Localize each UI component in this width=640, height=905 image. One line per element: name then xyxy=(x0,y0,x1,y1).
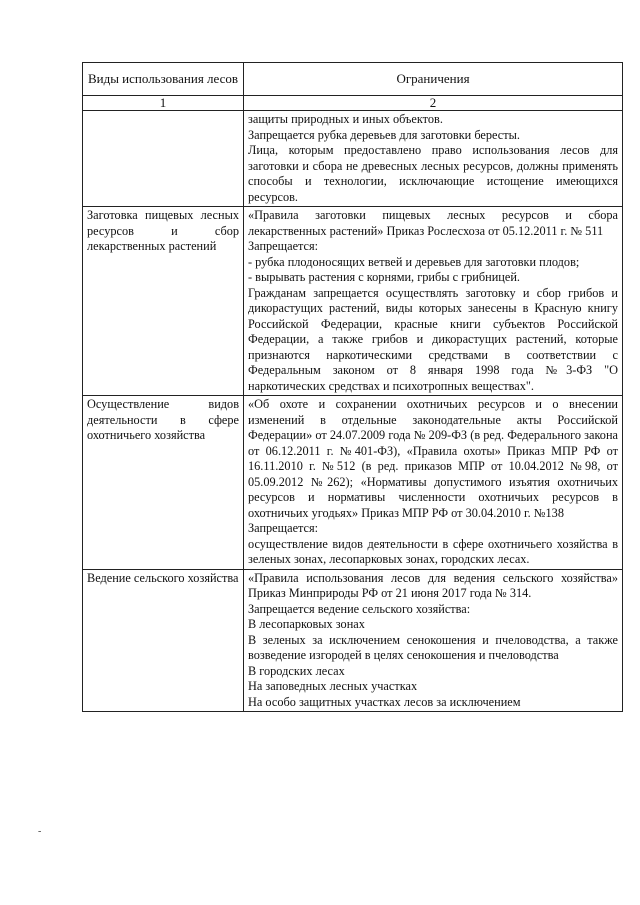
restriction-line: - вырывать растения с корнями, грибы с грибницей. xyxy=(248,270,520,284)
restriction-line: «Правила заготовки пищевых лесных ресурсов и сбора лекарственных растений» Приказ Рослесхоза от 05.12.2011 г. № 511 xyxy=(248,208,618,238)
table-row xyxy=(83,111,623,207)
restriction-cell xyxy=(244,569,623,712)
restriction-line: В лесопарковых зонах xyxy=(248,617,365,631)
restriction-line: На особо защитных участках лесов за исключением xyxy=(248,694,521,709)
table-header-row xyxy=(83,63,623,96)
restriction-line: «Об охоте и сохранении охотничьих ресурсов и о внесении изменений в отдельные законодательные акты Российской Федерации» от 24.07.2009 года № 209-ФЗ (в ред. Федерального закона от 06.12.2011 г. №401-ФЗ), «Правила охоты» Приказ МПР РФ от 16.11.2010 г. №512 (в ред. приказов МПР от 10.04.2012 №98, от 05.09.2012 №262); «Нормативы допустимого изъятия охотничьих ресурсов и нормативы численности охотничьих ресурсов в охотничьих угодьях» Приказ МПР РФ от 30.04.2010 г. №138 xyxy=(248,397,618,520)
use-type-cell xyxy=(83,111,244,207)
restriction-line: Запрещается: xyxy=(248,239,319,253)
restriction-line: Гражданам запрещается осуществлять заготовку и сбор грибов и дикорастущих растений, виды которых занесены в Красную книгу Российской Федерации, красные книги субъектов Российской Федерации, а также грибов и дикорастущих растений, которые признаются наркотическими средствами в соответствии с Федеральным законом от 8 января 1998 года №3-ФЗ "О наркотических средствах и психотропных веществах". xyxy=(248,285,618,393)
restrictions-table xyxy=(82,62,623,712)
restriction-line: На заповедных лесных участках xyxy=(248,679,418,693)
use-type-cell: Ведение сельского хозяйства xyxy=(83,569,244,712)
restriction-line: В городских лесах xyxy=(248,663,345,678)
header-restrictions: Ограничения xyxy=(244,63,623,96)
restriction-cell xyxy=(244,396,623,570)
restriction-line: «Правила использования лесов для ведения сельского хозяйства» Приказ Минприроды РФ от 21 июня 2017 года № 314. xyxy=(248,570,618,600)
table-row xyxy=(83,396,623,570)
use-type-cell: Осуществление видов деятельности в сфере охотничьего хозяйства xyxy=(83,396,244,570)
table-row xyxy=(83,569,623,712)
restriction-line: Запрещается: xyxy=(248,521,319,535)
restriction-line: Лица, которым предоставлено право использования лесов для заготовки и сбора не древесных лесных ресурсов, должны применять способы и технологии, исключающие истощение имеющихся ресурсов. xyxy=(248,143,618,204)
header-forest-use-types: Виды использования лесов xyxy=(83,63,244,96)
use-type-cell: Заготовка пищевых лесных ресурсов и сбор лекарственных растений xyxy=(83,207,244,396)
column-number-2: 2 xyxy=(244,96,623,111)
restriction-line: В зеленых за исключением сенокошения и пчеловодства, а также возведение изгородей в целях сенокошения и пчеловодства xyxy=(248,632,618,662)
restriction-line: Запрещается ведение сельского хозяйства: xyxy=(248,601,471,616)
margin-mark: - xyxy=(38,826,42,837)
table-row xyxy=(83,207,623,396)
restriction-line: осуществление видов деятельности в сфере охотничьего хозяйства в зеленых зонах, лесопарковых зонах, городских лесах. xyxy=(248,536,618,566)
restriction-cell xyxy=(244,207,623,396)
restriction-line: Запрещается рубка деревьев для заготовки бересты. xyxy=(248,127,520,142)
column-number-1: 1 xyxy=(83,96,244,111)
restriction-line: защиты природных и иных объектов. xyxy=(248,112,443,126)
restriction-cell xyxy=(244,111,623,207)
column-number-row xyxy=(83,96,623,111)
restriction-line: - рубка плодоносящих ветвей и деревьев для заготовки плодов; xyxy=(248,254,580,269)
